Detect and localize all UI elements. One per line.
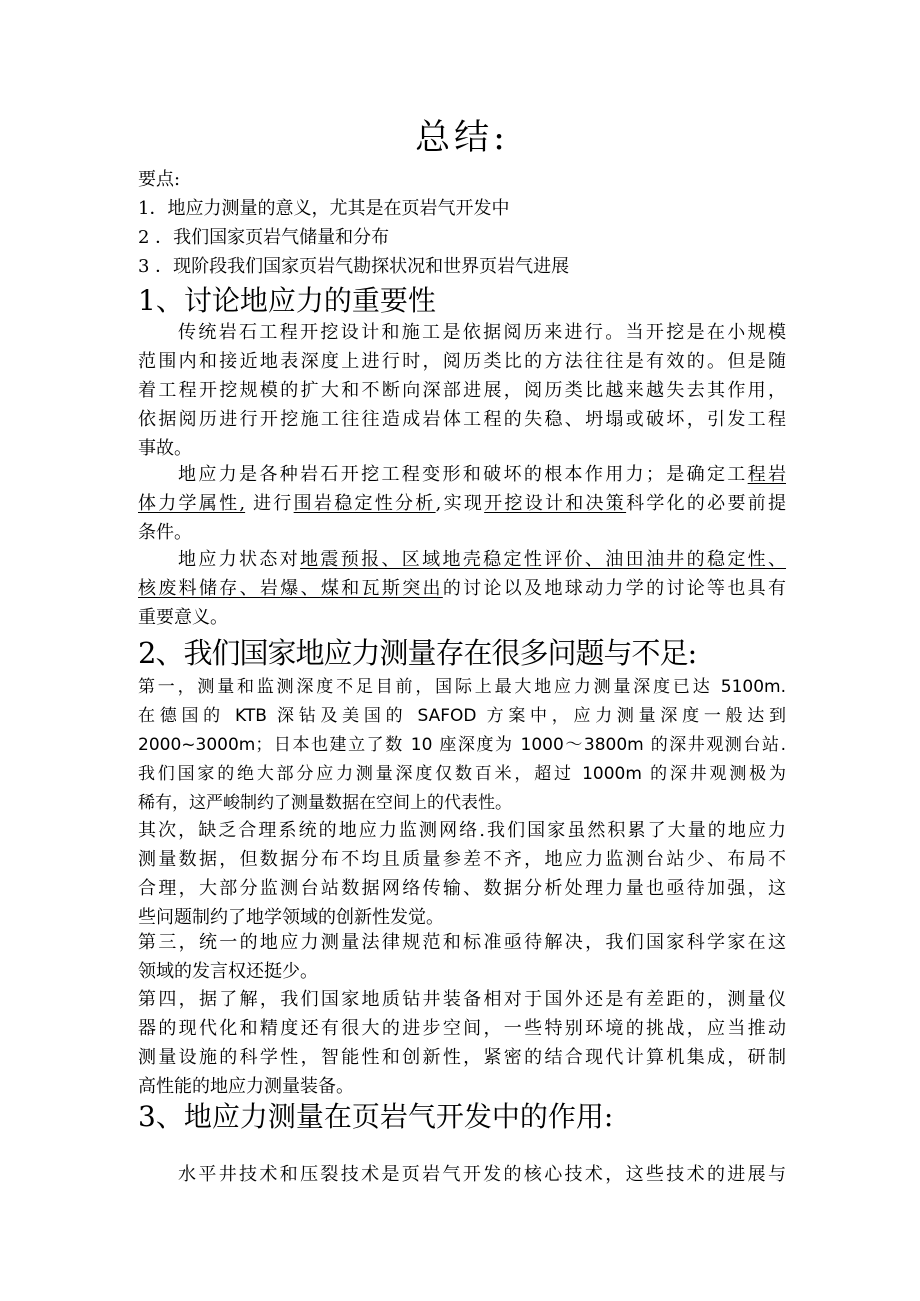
text-run: 地应力是各种岩石开挖工程变形和破坏的根本作用力；是确定工 bbox=[178, 464, 748, 485]
paragraph-line bbox=[138, 460, 786, 489]
text-run: 的讨论以及地球动力学的讨论等也具有 bbox=[442, 578, 787, 599]
paragraph-line bbox=[138, 574, 786, 603]
section-2-third bbox=[138, 928, 786, 986]
section-1-paragraph-2 bbox=[138, 460, 786, 547]
section-1-paragraph-3 bbox=[138, 545, 786, 632]
paragraph-line: 高性能的地应力测量装备。 bbox=[138, 1076, 354, 1097]
section-2-heading: 2、我们国家地应力测量存在很多问题与不足: bbox=[138, 636, 697, 670]
paragraph-line bbox=[138, 489, 786, 518]
paragraph-line: 范围内和接近地表深度上进行时，阅历类比的方法往往是有效的。但是随 bbox=[138, 351, 786, 372]
underlined-term: 核废料储存、岩爆、煤和瓦斯突出 bbox=[138, 578, 443, 599]
paragraph-line: 其次，缺乏合理系统的地应力监测网络.我们国家虽然积累了大量的地应力 bbox=[138, 820, 786, 841]
underlined-term: 开挖设计和决策 bbox=[484, 493, 627, 514]
paragraph-line: 测量设施的科学性，智能性和创新性，紧密的结合现代计算机集成，研制 bbox=[138, 1047, 786, 1068]
section-3 bbox=[138, 1097, 786, 1137]
paragraph-line: 测量数据，但数据分布不均且质量参差不齐，地应力监测台站少、布局不 bbox=[138, 849, 786, 870]
paragraph-line: 些问题制约了地学领域的创新性发觉。 bbox=[138, 907, 444, 928]
text-run: 地应力状态对 bbox=[178, 549, 301, 570]
underlined-term: 围岩稳定性分析 bbox=[293, 493, 436, 514]
section-2-second bbox=[138, 816, 786, 932]
paragraph-line: 合理，大部分监测台站数据网络传输、数据分析处理力量也亟待加强，这 bbox=[138, 878, 786, 899]
underlined-term: 地震预报、区域地壳稳定性评价、油田油井的稳定性、 bbox=[300, 549, 787, 570]
underlined-term: 程岩 bbox=[747, 464, 787, 485]
page-title: 总结: bbox=[415, 118, 509, 158]
section-3-paragraph-1 bbox=[138, 1160, 786, 1189]
key-points bbox=[138, 165, 786, 281]
paragraph-line: 第三，统一的地应力测量法律规范和标准亟待解决，我们国家科学家在这 bbox=[138, 932, 786, 953]
paragraph-line: 在德国的 KTB 深钻及美国的 SAFOD 方案中，应力测量深度一般达到 bbox=[138, 706, 786, 726]
paragraph-line: 事故。 bbox=[138, 438, 192, 459]
section-3-heading: 3、地应力测量在页岩气开发中的作用: bbox=[138, 1100, 614, 1133]
key-points-label: 要点: bbox=[138, 169, 181, 190]
paragraph-line: 我们国家的绝大部分应力测量深度仅数百米，超过 1000m 的深井观测极为 bbox=[138, 764, 786, 784]
paragraph-line: 第四，据了解，我们国家地质钻井装备相对于国外还是有差距的，测量仪 bbox=[138, 989, 786, 1010]
paragraph-line: 条件。 bbox=[138, 522, 192, 543]
text-run: 科学化的必要前提 bbox=[626, 493, 787, 514]
section-2-first bbox=[138, 673, 786, 818]
paragraph-line: 重要意义。 bbox=[138, 607, 228, 628]
paragraph-line: 传统岩石工程开挖设计和施工是依据阅历来进行。当开挖是在小规模 bbox=[178, 322, 786, 343]
paragraph-line: 稀有，这严峻制约了测量数据在空间上的代表性。 bbox=[138, 793, 512, 813]
underlined-term: 体力学属性, bbox=[138, 493, 246, 514]
key-point-item: 1．地应力测量的意义，尤其是在页岩气开发中 bbox=[138, 198, 510, 219]
paragraph-line: 领域的发言权还挺少。 bbox=[138, 961, 318, 982]
text-run: ,实现 bbox=[435, 493, 485, 514]
section-2 bbox=[138, 633, 786, 673]
paragraph-line: 2000~3000m；日本也建立了数 10 座深度为 1000～3800m 的深井观测台站. bbox=[138, 735, 786, 755]
section-1-paragraph-1 bbox=[138, 318, 786, 463]
section-1-heading: 1、讨论地应力的重要性 bbox=[138, 284, 436, 317]
section-2-fourth bbox=[138, 985, 786, 1101]
paragraph-line: 第一，测量和监测深度不足目前，国际上最大地应力测量深度已达 5100m. bbox=[138, 677, 786, 697]
text-run: 进行 bbox=[245, 493, 294, 514]
key-point-item: 2 ．我们国家页岩气储量和分布 bbox=[138, 227, 390, 248]
paragraph-line: 器的现代化和精度还有很大的进步空间，一些特别环境的挑战，应当推动 bbox=[138, 1018, 786, 1039]
paragraph-line bbox=[138, 545, 786, 574]
section-1 bbox=[138, 281, 786, 321]
paragraph-line: 水平井技术和压裂技术是页岩气开发的核心技术，这些技术的进展与 bbox=[178, 1164, 786, 1185]
paragraph-line: 着工程开挖规模的扩大和不断向深部进展，阅历类比越来越失去其作用， bbox=[138, 380, 786, 401]
key-point-item: 3 ．现阶段我们国家页岩气勘探状况和世界页岩气进展 bbox=[138, 256, 570, 277]
paragraph-line: 依据阅历进行开挖施工往往造成岩体工程的失稳、坍塌或破坏，引发工程 bbox=[138, 409, 786, 430]
